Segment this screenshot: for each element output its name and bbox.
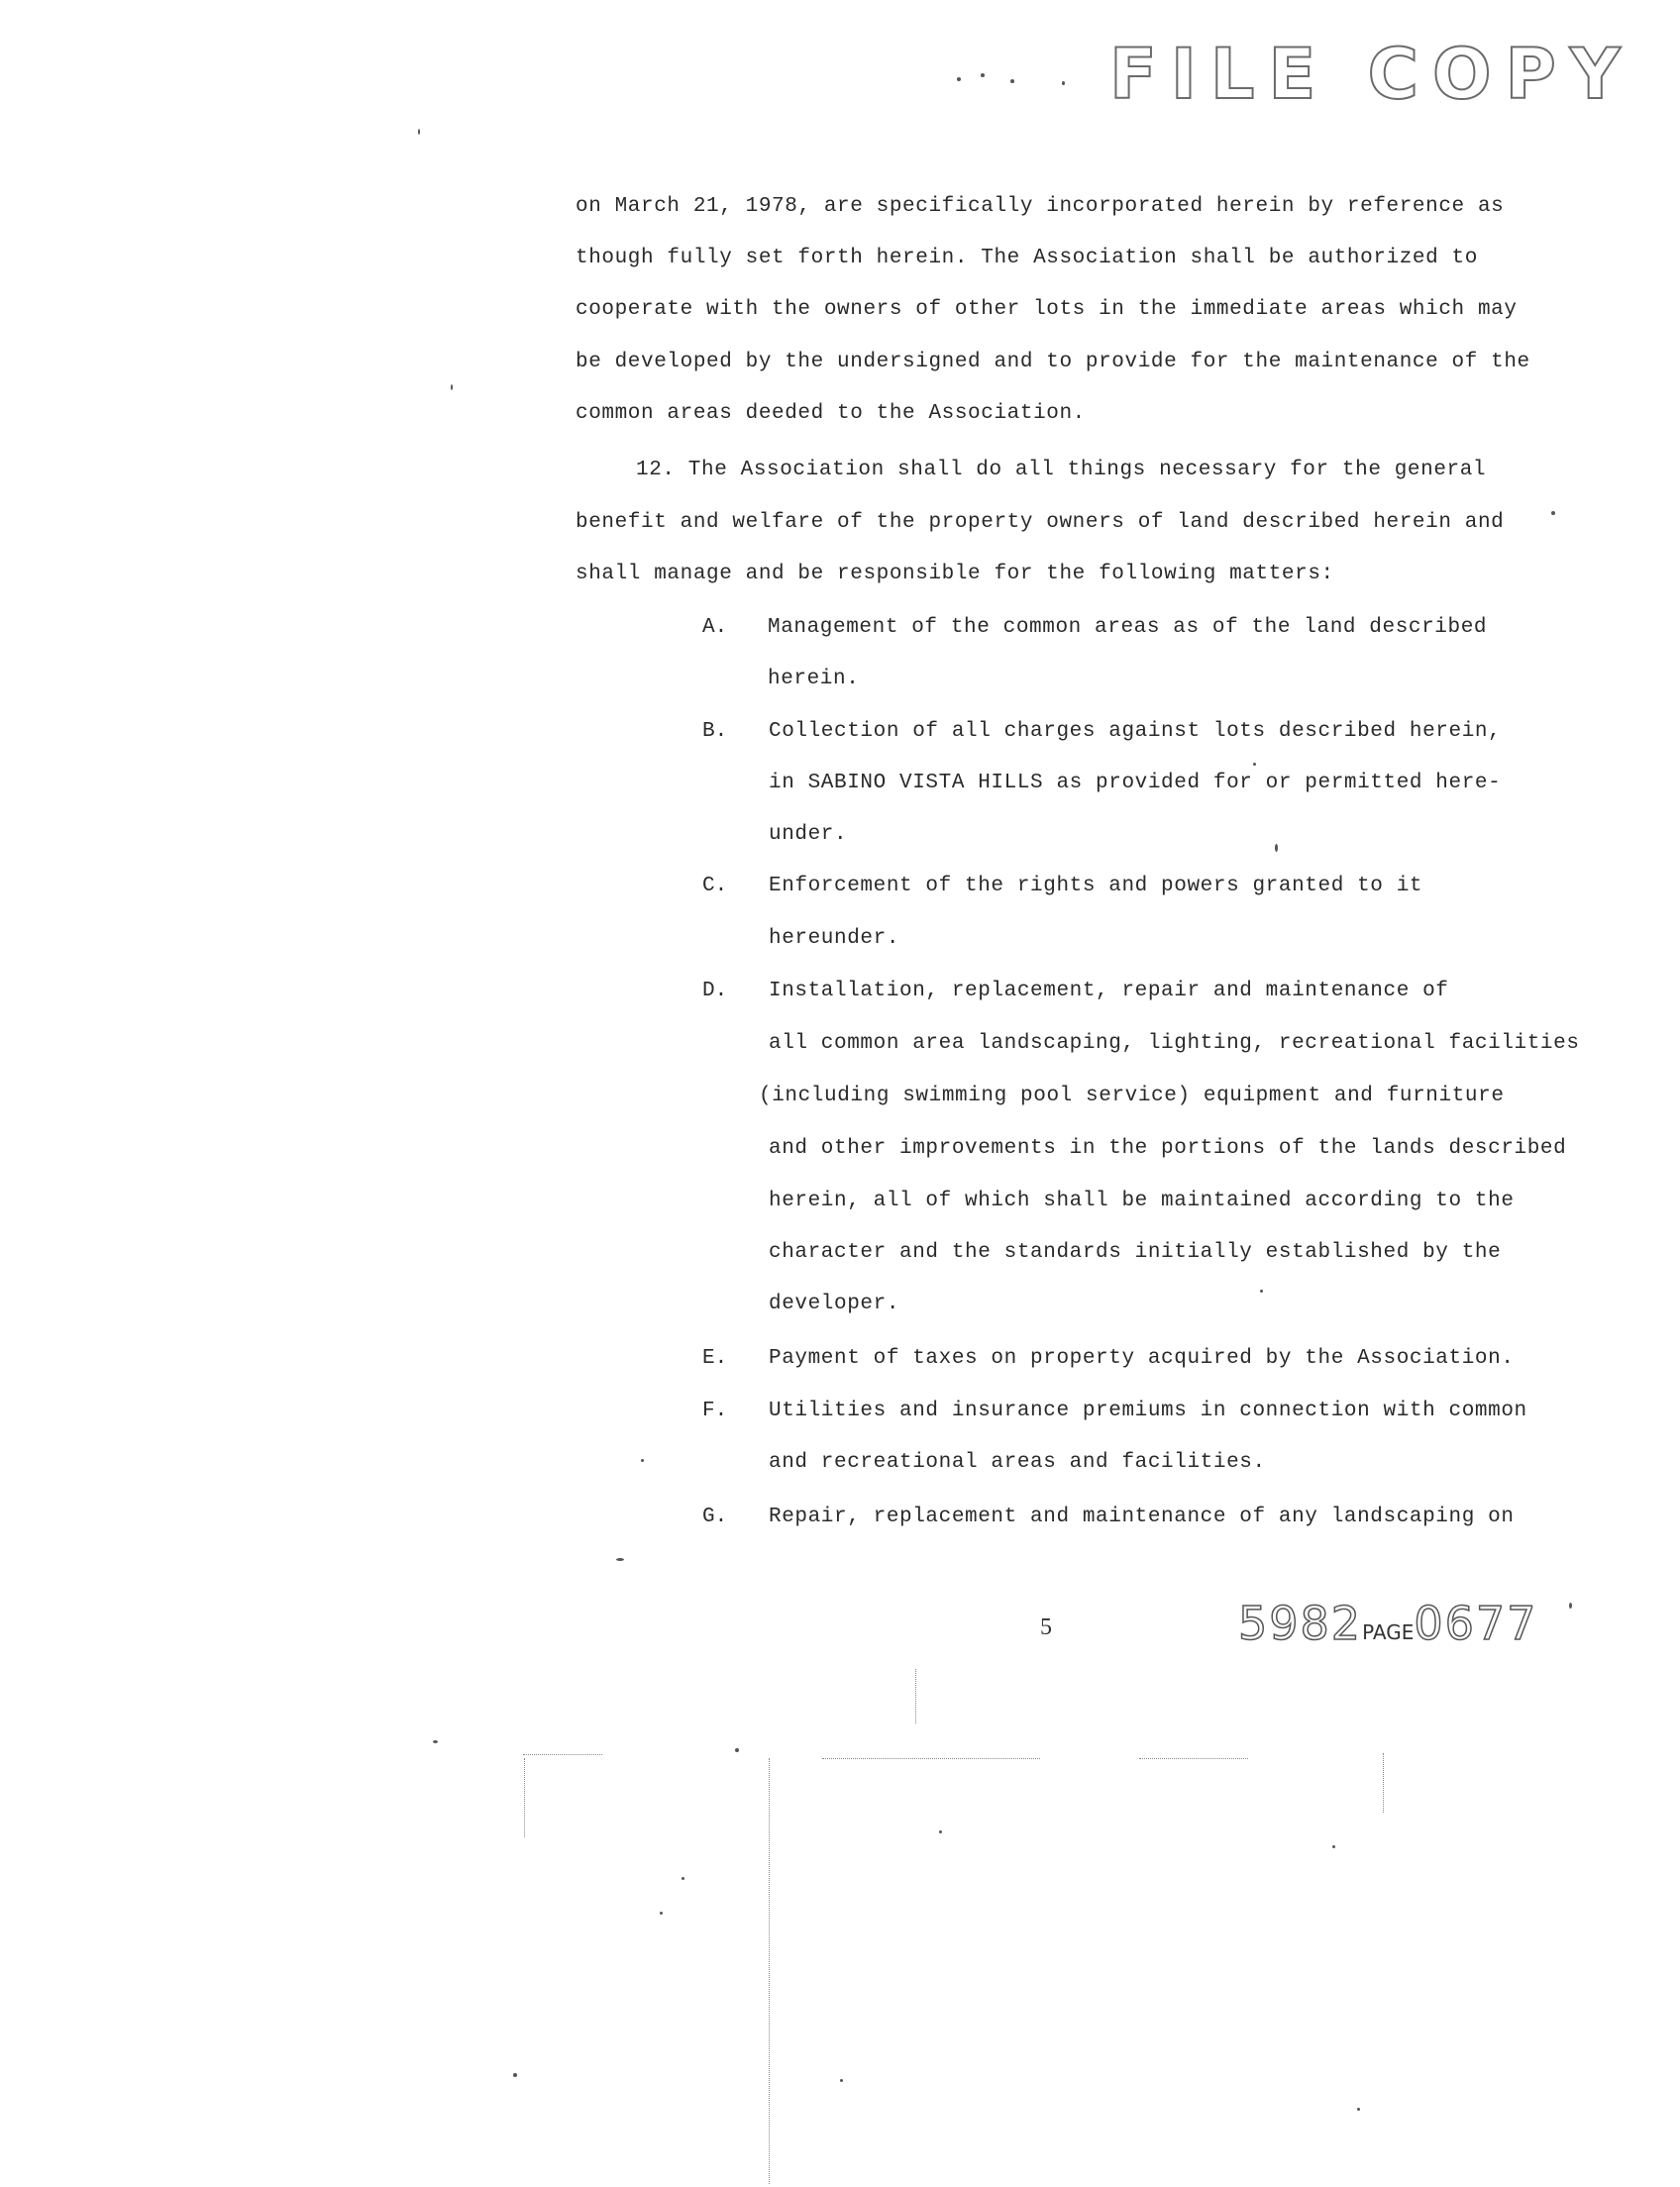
body-line: though fully set forth herein. The Association shall be authorized to — [576, 247, 1478, 269]
item-d-line: Installation, replacement, repair and maintenance of — [769, 980, 1449, 1002]
item-label-f: F. — [702, 1400, 728, 1422]
speck — [1260, 1290, 1263, 1293]
item-d-line: developer. — [769, 1293, 900, 1315]
speck — [682, 1877, 684, 1880]
speck — [451, 384, 453, 390]
item-label-g: G. — [702, 1506, 728, 1528]
speck — [957, 77, 961, 81]
body-line: cooperate with the owners of other lots in the immediate areas which may — [576, 298, 1518, 321]
item-e-line: Payment of taxes on property acquired by the Association. — [769, 1347, 1515, 1370]
item-a-line: herein. — [768, 668, 860, 690]
speck — [981, 73, 985, 77]
item-c-line: hereunder. — [769, 927, 900, 950]
speck — [1062, 81, 1065, 85]
speck — [1551, 511, 1555, 515]
page-number: 5 — [1040, 1614, 1052, 1640]
item-d-line: all common area landscaping, lighting, recreational facilities — [769, 1032, 1580, 1055]
item-f-line: Utilities and insurance premiums in connection with common — [769, 1400, 1527, 1422]
speck — [418, 129, 420, 135]
book-number: 5982 — [1238, 1597, 1363, 1650]
speck — [1253, 763, 1256, 766]
item-f-line: and recreational areas and facilities. — [769, 1451, 1266, 1474]
paragraph-12-line: shall manage and be responsible for the following matters: — [576, 563, 1334, 585]
item-d-line: herein, all of which shall be maintained according to the — [769, 1190, 1515, 1212]
book-page-stamp — [1238, 1597, 1537, 1650]
scan-vdash — [1383, 1753, 1384, 1813]
page-word: PAGE — [1362, 1620, 1415, 1644]
book-page-number: 0677 — [1414, 1597, 1538, 1650]
body-line: on March 21, 1978, are specifically incorporated herein by reference as — [576, 195, 1505, 218]
speck — [660, 1912, 663, 1915]
scan-vdash — [524, 1758, 525, 1837]
scan-vdash — [915, 1669, 916, 1723]
paragraph-12-line: benefit and welfare of the property owners of land described herein and — [576, 511, 1505, 534]
speck — [1275, 844, 1278, 852]
scan-vdash — [769, 1758, 770, 2184]
scan-dash — [1139, 1758, 1248, 1759]
item-g-line: Repair, replacement and maintenance of any landscaping on — [769, 1506, 1515, 1528]
scan-dash — [523, 1754, 602, 1755]
item-d-line: (including swimming pool service) equipment and furniture — [759, 1085, 1505, 1107]
item-c-line: Enforcement of the rights and powers granted to it — [769, 875, 1423, 897]
item-b-line: in SABINO VISTA HILLS as provided for or permitted here- — [769, 772, 1502, 794]
item-d-line: character and the standards initially established by the — [769, 1241, 1502, 1264]
speck — [1357, 2108, 1360, 2111]
speck — [840, 2079, 843, 2082]
speck — [641, 1459, 644, 1462]
speck — [513, 2073, 517, 2077]
item-label-a: A. — [702, 616, 728, 639]
speck — [1010, 79, 1014, 83]
speck — [1332, 1845, 1335, 1848]
item-label-e: E. — [702, 1347, 728, 1370]
item-d-line: and other improvements in the portions of the lands described — [769, 1137, 1567, 1160]
speck — [433, 1740, 438, 1743]
speck — [939, 1830, 942, 1833]
item-b-line: Collection of all charges against lots described herein, — [769, 720, 1502, 743]
speck — [1569, 1603, 1572, 1609]
scan-dash — [822, 1758, 1040, 1759]
file-copy-stamp: FILE COPY — [1109, 34, 1634, 115]
body-line: common areas deeded to the Association. — [576, 402, 1086, 425]
paragraph-12-line: 12. The Association shall do all things necessary for the general — [636, 459, 1487, 481]
speck — [735, 1748, 739, 1752]
body-line: be developed by the undersigned and to provide for the maintenance of the — [576, 351, 1530, 373]
speck — [616, 1558, 624, 1561]
item-label-c: C. — [702, 875, 728, 897]
item-label-d: D. — [702, 980, 728, 1002]
item-a-line: Management of the common areas as of the land described — [768, 616, 1488, 639]
item-label-b: B. — [702, 720, 728, 743]
item-b-line: under. — [769, 823, 848, 846]
